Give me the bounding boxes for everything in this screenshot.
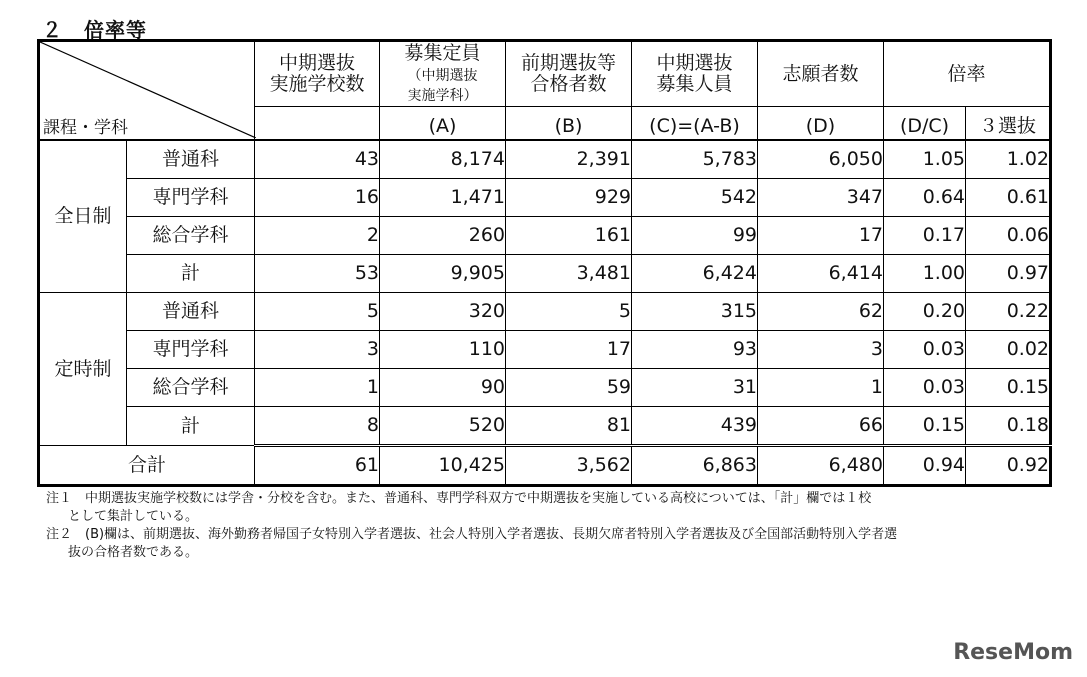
cell: 6,414 bbox=[758, 255, 884, 293]
header-mid-quota: 中期選抜 募集人員 bbox=[632, 41, 758, 107]
header-early-passed: 前期選抜等 合格者数 bbox=[506, 41, 632, 107]
footnotes bbox=[46, 490, 897, 562]
cell: 1 bbox=[255, 369, 380, 407]
resemom-logo: ReseMom bbox=[953, 640, 1073, 665]
row-label: 専門学科 bbox=[127, 179, 255, 217]
cell: 520 bbox=[380, 407, 506, 446]
cell: 66 bbox=[758, 407, 884, 446]
cell: 542 bbox=[632, 179, 758, 217]
cell: 6,863 bbox=[632, 446, 758, 486]
ratio-table bbox=[37, 39, 1052, 487]
header-capacity: 募集定員 （中期選抜 実施学科） bbox=[380, 41, 506, 107]
cell: 3,481 bbox=[506, 255, 632, 293]
cell: 8 bbox=[255, 407, 380, 446]
section-heading: ２ 倍率等 bbox=[42, 18, 147, 42]
cell: 1 bbox=[758, 369, 884, 407]
cell: 0.15 bbox=[966, 369, 1051, 407]
cell: 3 bbox=[758, 331, 884, 369]
cell: 161 bbox=[506, 217, 632, 255]
cell: 53 bbox=[255, 255, 380, 293]
table-row bbox=[39, 407, 1051, 446]
cell: 929 bbox=[506, 179, 632, 217]
cell: 6,050 bbox=[758, 140, 884, 179]
table-row bbox=[39, 293, 1051, 331]
cell: 9,905 bbox=[380, 255, 506, 293]
cell: 0.22 bbox=[966, 293, 1051, 331]
table-row bbox=[39, 140, 1051, 179]
cell: 99 bbox=[632, 217, 758, 255]
cell: 17 bbox=[758, 217, 884, 255]
cell: 81 bbox=[506, 407, 632, 446]
total-row bbox=[39, 446, 1051, 486]
cell: 0.03 bbox=[884, 369, 966, 407]
header-sub-b: (B) bbox=[506, 107, 632, 141]
note-2: 注２ (B)欄は、前期選抜、海外勤務者帰国子女特別入学者選抜、社会人特別入学者選抜、長期欠席者特別入学者選抜及び全国部活動特別入学者選 bbox=[46, 527, 898, 542]
row-label: 普通科 bbox=[127, 140, 255, 179]
group-label: 全日制 bbox=[39, 140, 127, 293]
cell: 0.06 bbox=[966, 217, 1051, 255]
corner-label: 課程・学科 bbox=[43, 118, 128, 139]
cell: 0.64 bbox=[884, 179, 966, 217]
cell: 2,391 bbox=[506, 140, 632, 179]
header-schools: 中期選抜 実施学校数 bbox=[255, 41, 380, 107]
cell: 0.02 bbox=[966, 331, 1051, 369]
note-2-cont: 抜の合格者数である。 bbox=[68, 545, 199, 560]
cell: 16 bbox=[255, 179, 380, 217]
header-sub-c: (C)=(A-B) bbox=[632, 107, 758, 141]
cell: 17 bbox=[506, 331, 632, 369]
cell: 8,174 bbox=[380, 140, 506, 179]
table-row bbox=[39, 369, 1051, 407]
cell: 0.17 bbox=[884, 217, 966, 255]
cell: 59 bbox=[506, 369, 632, 407]
cell: 0.94 bbox=[884, 446, 966, 486]
cell: 2 bbox=[255, 217, 380, 255]
cell: 0.92 bbox=[966, 446, 1051, 486]
total-label: 合計 bbox=[39, 446, 255, 486]
cell: 3 bbox=[255, 331, 380, 369]
cell: 1,471 bbox=[380, 179, 506, 217]
table-row bbox=[39, 217, 1051, 255]
cell: 0.61 bbox=[966, 179, 1051, 217]
cell: 5 bbox=[506, 293, 632, 331]
cell: 61 bbox=[255, 446, 380, 486]
cell: 347 bbox=[758, 179, 884, 217]
cell: 1.05 bbox=[884, 140, 966, 179]
table-row bbox=[39, 255, 1051, 293]
header-sub-3: ３選抜 bbox=[966, 107, 1051, 141]
cell: 6,480 bbox=[758, 446, 884, 486]
corner-header bbox=[39, 41, 255, 141]
cell: 439 bbox=[632, 407, 758, 446]
cell: 0.20 bbox=[884, 293, 966, 331]
cell: 62 bbox=[758, 293, 884, 331]
row-label: 総合学科 bbox=[127, 217, 255, 255]
group-label: 定時制 bbox=[39, 293, 127, 446]
header-sub-dc: (D/C) bbox=[884, 107, 966, 141]
cell: 43 bbox=[255, 140, 380, 179]
table-row bbox=[39, 179, 1051, 217]
cell: 110 bbox=[380, 331, 506, 369]
cell: 5,783 bbox=[632, 140, 758, 179]
row-label: 普通科 bbox=[127, 293, 255, 331]
note-1-cont: として集計している。 bbox=[68, 509, 199, 524]
note-1: 注１ 中期選抜実施学校数には学舎・分校を含む。また、普通科、専門学科双方で中期選抜を実施している高校については、「計」欄では１校 bbox=[46, 491, 872, 506]
cell: 90 bbox=[380, 369, 506, 407]
cell: 0.03 bbox=[884, 331, 966, 369]
cell: 1.02 bbox=[966, 140, 1051, 179]
cell: 10,425 bbox=[380, 446, 506, 486]
header-ratio: 倍率 bbox=[884, 41, 1051, 107]
cell: 93 bbox=[632, 331, 758, 369]
cell: 5 bbox=[255, 293, 380, 331]
cell: 31 bbox=[632, 369, 758, 407]
cell: 3,562 bbox=[506, 446, 632, 486]
cell: 1.00 bbox=[884, 255, 966, 293]
table-row bbox=[39, 331, 1051, 369]
cell: 0.97 bbox=[966, 255, 1051, 293]
cell: 320 bbox=[380, 293, 506, 331]
cell: 6,424 bbox=[632, 255, 758, 293]
header-sub-d: (D) bbox=[758, 107, 884, 141]
row-label: 専門学科 bbox=[127, 331, 255, 369]
row-label: 計 bbox=[127, 407, 255, 446]
cell: 0.18 bbox=[966, 407, 1051, 446]
header-schools-sub bbox=[255, 107, 380, 141]
header-sub-a: (A) bbox=[380, 107, 506, 141]
row-label: 計 bbox=[127, 255, 255, 293]
header-applicants: 志願者数 bbox=[758, 41, 884, 107]
row-label: 総合学科 bbox=[127, 369, 255, 407]
cell: 260 bbox=[380, 217, 506, 255]
cell: 0.15 bbox=[884, 407, 966, 446]
cell: 315 bbox=[632, 293, 758, 331]
